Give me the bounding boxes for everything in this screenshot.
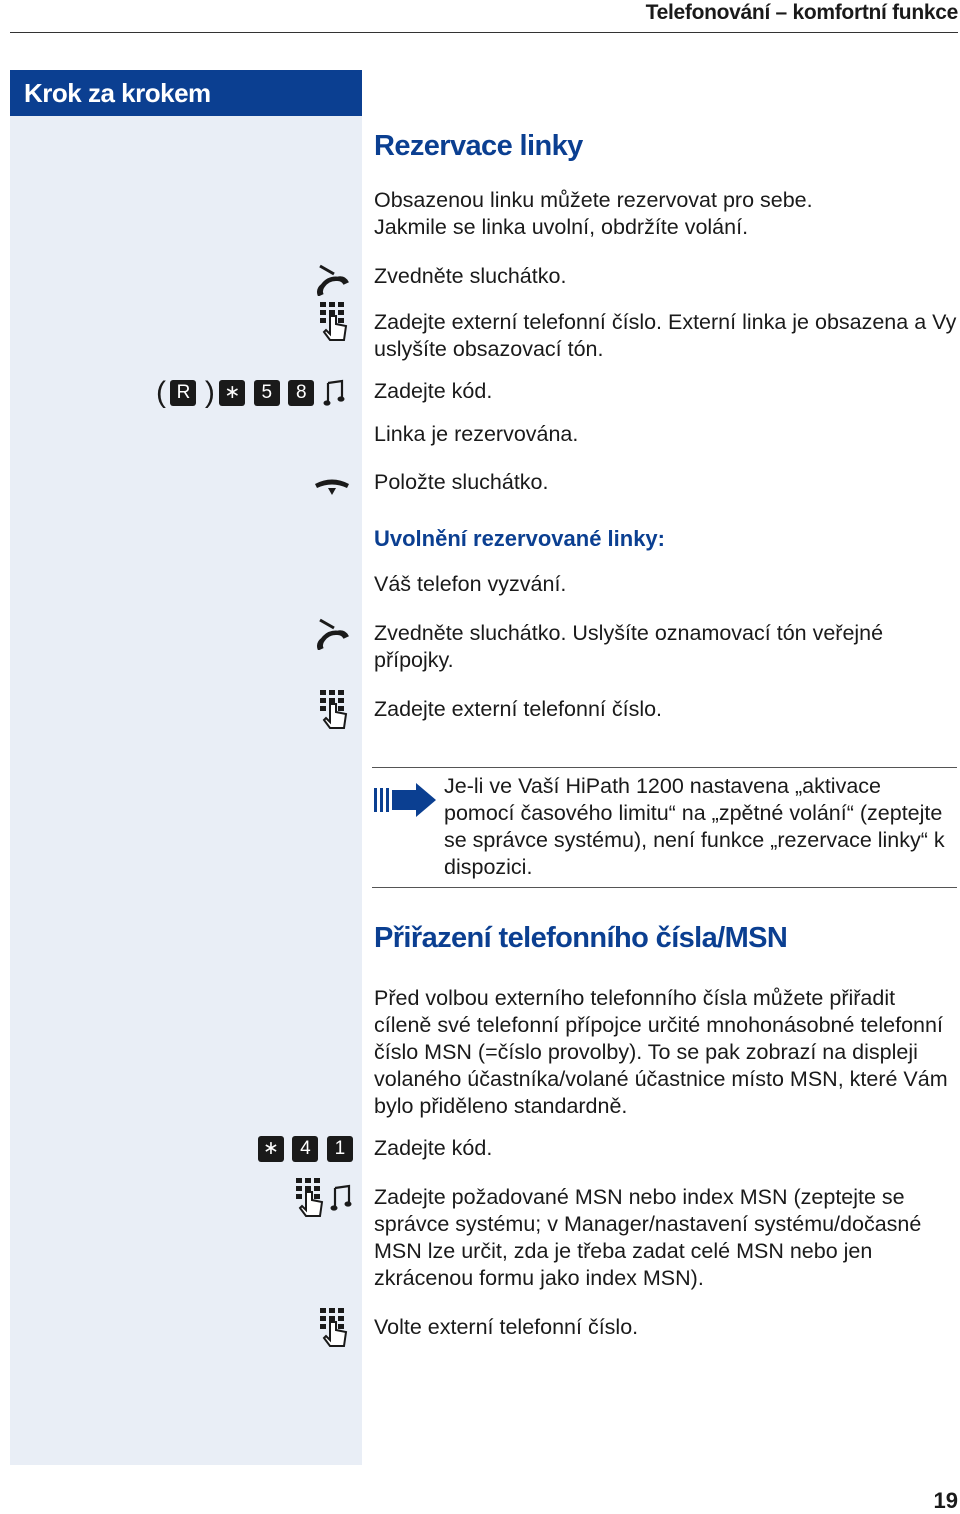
code-key-sequence bbox=[156, 378, 345, 410]
step-enter-msn: Zadejte požadované MSN nebo index MSN (zeptejte se správce systému; v Manager/nastavení systému/dočasné MSN lze určit, zda je třeba zadat celé MSN nebo jen zkrácenou formu jako index MSN). bbox=[374, 1185, 922, 1290]
step-enter-code: Zadejte kód. bbox=[374, 379, 493, 403]
key-5: 5 bbox=[254, 380, 280, 406]
key-star: ∗ bbox=[219, 380, 245, 406]
header-title: Telefonování – komfortní funkce bbox=[645, 1, 958, 24]
keypad-icon-2 bbox=[318, 688, 352, 730]
section1-intro: Obsazenou linku můžete rezervovat pro sebe. Jakmile se linka uvolní, obdržíte volání. bbox=[374, 188, 813, 239]
section2-intro: Před volbou externího telefonního čísla můžete přiřadit cíleně své telefonní přípojce určité mnohonásobné telefonní číslo MSN (=číslo provolby). To se pak zobrazí na displeji volaného účastníka/volané účastnice místo MSN, které Vám bylo přiděleno standardně. bbox=[374, 986, 948, 1118]
key-4: 4 bbox=[292, 1136, 318, 1162]
section-title-msn: Přiřazení telefonního čísla/MSN bbox=[374, 922, 788, 954]
step-lift-handset: Zvedněte sluchátko. bbox=[374, 264, 567, 288]
close-paren: ) bbox=[204, 376, 215, 409]
key-star-2: ∗ bbox=[258, 1136, 284, 1162]
step-phone-rings: Váš telefon vyzvání. bbox=[374, 572, 567, 596]
step-dial-external-number: Volte externí telefonní číslo. bbox=[374, 1315, 639, 1339]
keypad-icon-3 bbox=[294, 1176, 328, 1218]
note-top-rule bbox=[372, 767, 957, 768]
step-enter-external-number: Zadejte externí telefonní číslo. Externí linka je obsazena a Vy uslyšíte obsazovací tón. bbox=[374, 310, 957, 361]
step-lift-handset-dial-tone: Zvedněte sluchátko. Uslyšíte oznamovací tón veřejné přípojky. bbox=[374, 621, 884, 672]
step-enter-external-number-2: Zadejte externí telefonní číslo. bbox=[374, 697, 663, 721]
section-title-line-reservation: Rezervace linky bbox=[374, 130, 583, 162]
header-divider bbox=[10, 32, 958, 33]
keypad-icon bbox=[318, 300, 352, 342]
key-1: 1 bbox=[327, 1136, 353, 1162]
release-subtitle: Uvolnění rezervované linky: bbox=[374, 526, 665, 551]
note-text: Je-li ve Vaší HiPath 1200 nastavena „aktivace pomocí časového limitu“ na „zpětné volání“ (zeptejte se správce systému), není funkce „rezervace linky“ k dispozici. bbox=[444, 774, 945, 879]
step-enter-msn-code: Zadejte kód. bbox=[374, 1136, 493, 1160]
note-arrow-icon bbox=[374, 782, 438, 818]
keypad-icon-4 bbox=[318, 1306, 352, 1348]
page-number: 19 bbox=[933, 1488, 958, 1513]
msn-code-key-sequence bbox=[258, 1136, 357, 1162]
note-bottom-rule bbox=[372, 887, 957, 888]
handset-lift-icon bbox=[310, 262, 352, 296]
step-hang-up: Položte sluchátko. bbox=[374, 470, 549, 494]
key-8: 8 bbox=[288, 380, 314, 406]
key-r: R bbox=[170, 380, 196, 406]
handset-lift-icon-2 bbox=[310, 616, 352, 650]
tone-icon-2 bbox=[330, 1184, 352, 1212]
sidebar-title: Krok za krokem bbox=[10, 70, 362, 116]
step-line-reserved: Linka je rezervována. bbox=[374, 422, 579, 446]
handset-hangup-icon bbox=[312, 476, 352, 498]
tone-icon bbox=[323, 379, 345, 407]
open-paren: ( bbox=[156, 376, 166, 409]
